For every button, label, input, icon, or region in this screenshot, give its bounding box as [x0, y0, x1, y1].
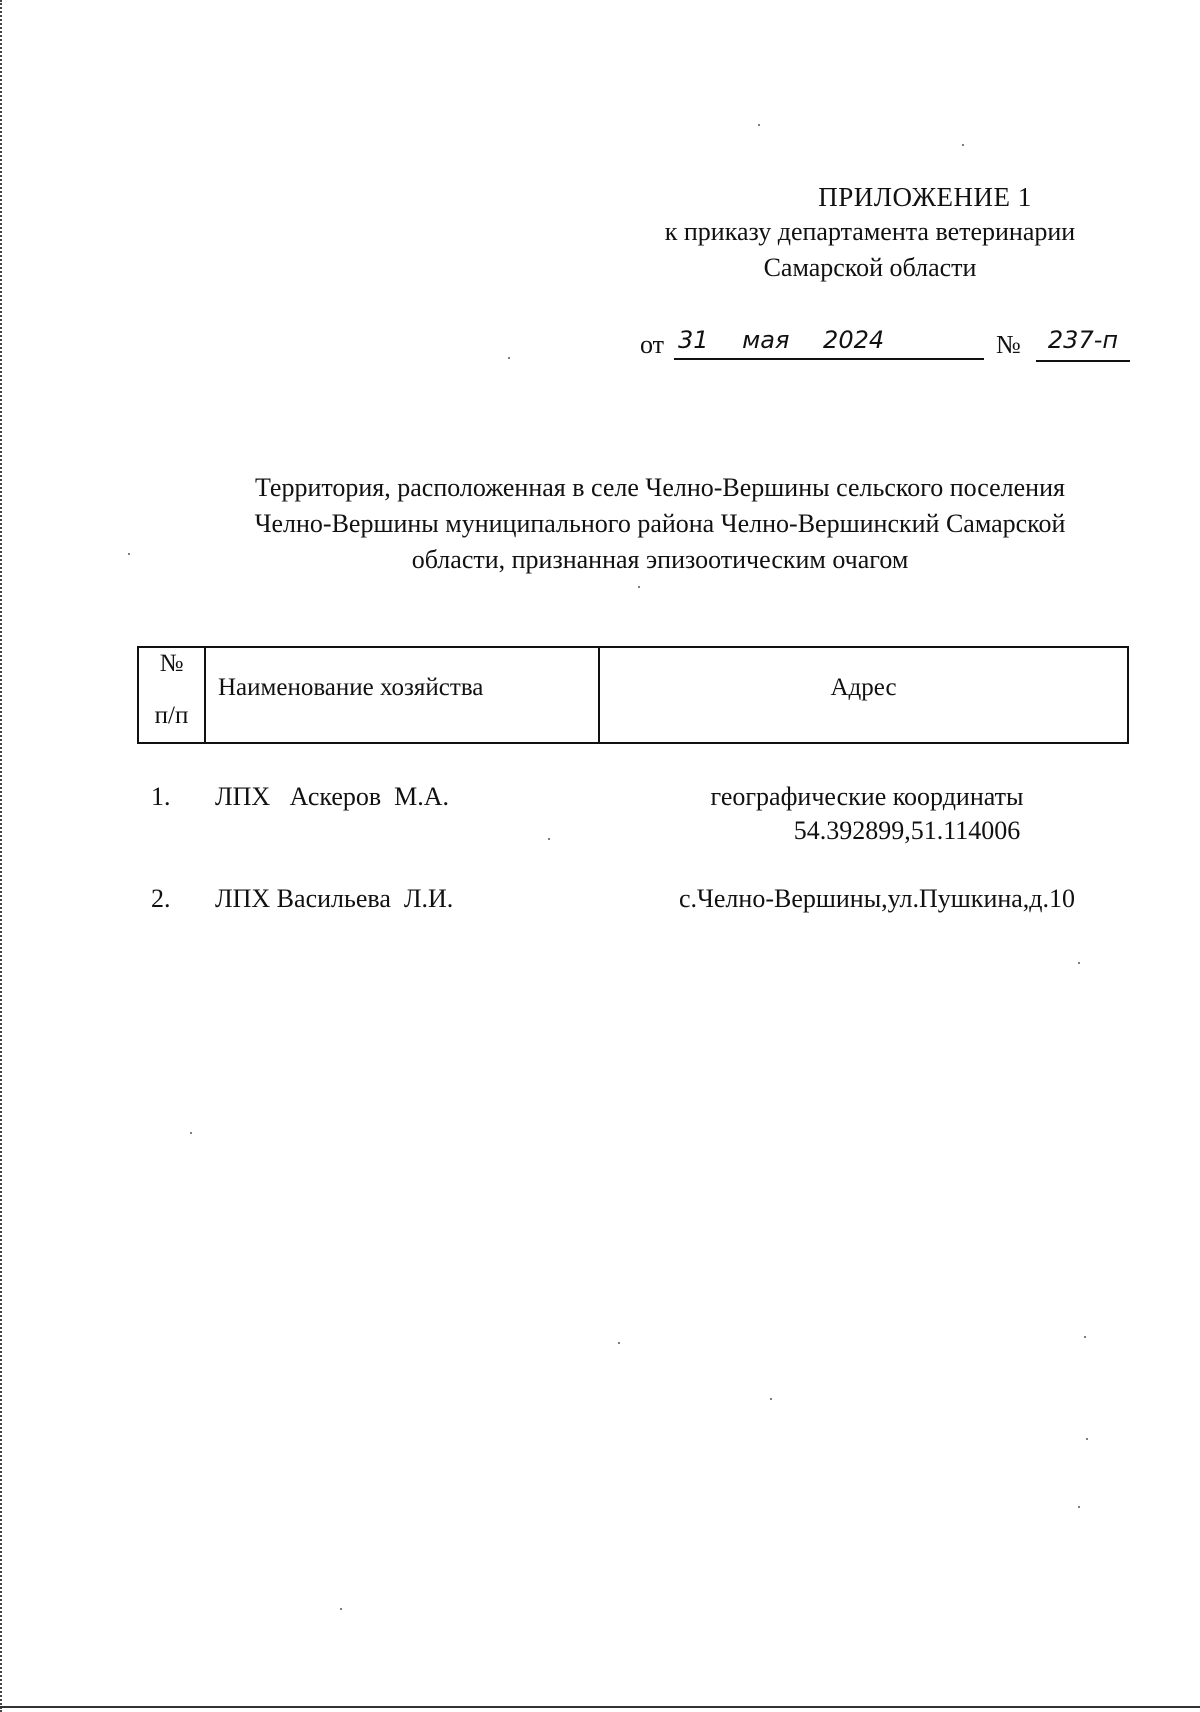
scan-speck [758, 124, 760, 126]
row-number: 1. [151, 782, 171, 811]
scan-bottom-line [0, 1706, 1200, 1708]
order-from-label: от [640, 330, 665, 359]
scan-speck [638, 586, 640, 588]
heading-line-2: Челно-Вершины муниципального района Челно-Вершинский Самарской [254, 509, 1066, 538]
scan-speck [618, 1342, 620, 1344]
header-number-cell [139, 648, 206, 742]
order-date-handwritten: 31 мая 2024 [674, 326, 984, 360]
appendix-title: ПРИЛОЖЕНИЕ 1 [818, 182, 1032, 212]
table-row [137, 882, 1129, 922]
scan-left-edge [0, 0, 6, 1712]
row-farm-name: ЛПХ Васильева Л.И. [215, 884, 454, 913]
row-address-line-1: с.Челно-Вершины,ул.Пушкина,д.10 [678, 884, 1076, 913]
heading-line-3: области, признанная эпизоотическим очагом [411, 545, 909, 574]
header-number-sign: № [159, 650, 184, 677]
header-number-pp: п/п [154, 702, 189, 729]
scan-speck [190, 1132, 192, 1134]
row-address [557, 882, 1197, 916]
scan-speck [962, 144, 964, 146]
heading-line-1: Территория, расположенная в селе Челно-Вершины сельского поселения [255, 473, 1065, 502]
row-address-line-2: 54.392899,51.114006 [793, 816, 1021, 845]
scan-speck [340, 1608, 342, 1610]
header-address-label: Адрес [830, 674, 897, 701]
scan-speck [770, 1398, 772, 1400]
header-name-cell [206, 648, 600, 742]
row-address-line-1: географические координаты [710, 782, 1024, 811]
appendix-header [600, 180, 1140, 286]
header-address-cell [600, 648, 1127, 742]
scan-speck [1086, 1438, 1088, 1440]
scan-speck [1084, 1336, 1086, 1338]
scan-speck [1078, 1506, 1080, 1508]
scan-speck [1078, 962, 1080, 964]
document-heading [190, 470, 1130, 578]
row-farm-name: ЛПХ Аскеров М.А. [215, 782, 450, 811]
appendix-region: Самарской области [763, 253, 977, 282]
row-number: 2. [151, 884, 171, 913]
order-number-handwritten: 237-п [1036, 326, 1130, 362]
row-address [607, 780, 1127, 848]
table-row [137, 780, 1129, 850]
header-name-label: Наименование хозяйства [218, 674, 484, 701]
order-date-number-line [640, 326, 1130, 366]
appendix-order-ref: к приказу департамента ветеринарии [664, 217, 1076, 246]
scan-speck [508, 357, 510, 359]
scan-speck [128, 553, 130, 555]
order-number-label: № [996, 330, 1021, 359]
table-header [137, 646, 1129, 744]
